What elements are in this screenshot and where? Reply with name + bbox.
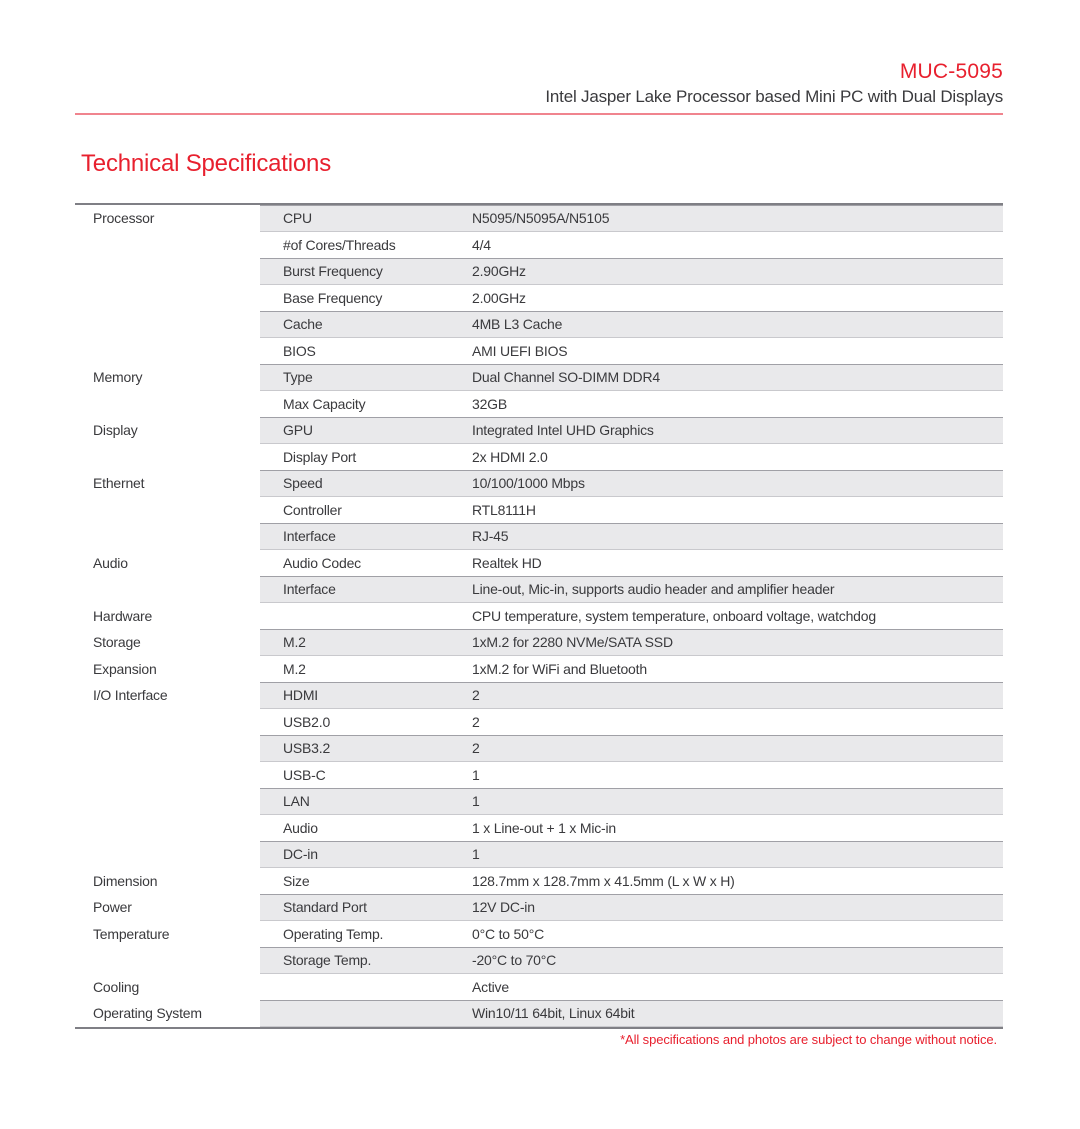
category-label — [75, 338, 260, 365]
spec-attribute: CPU — [283, 210, 312, 227]
spec-value: 10/100/1000 Mbps — [472, 475, 585, 492]
table-row — [75, 974, 1003, 1001]
category-label — [75, 391, 260, 418]
row-band — [260, 497, 1003, 524]
spec-attribute: Speed — [283, 475, 323, 492]
category-label — [75, 232, 260, 259]
spec-value: -20°C to 70°C — [472, 952, 557, 969]
row-band — [260, 470, 1003, 497]
spec-value: 12V DC-in — [472, 899, 535, 916]
row-band — [260, 311, 1003, 338]
page-title: Technical Specifications — [81, 150, 332, 177]
spec-attribute: Interface — [283, 581, 336, 598]
spec-table-body — [75, 205, 1003, 1027]
spec-attribute: USB-C — [283, 766, 326, 783]
spec-attribute — [260, 604, 472, 629]
disclaimer-note: *All specifications and photos are subject to change without notice. — [620, 1032, 997, 1047]
category-label — [75, 285, 260, 312]
table-row — [75, 762, 1003, 789]
row-band — [260, 921, 1003, 948]
spec-value: 1xM.2 for 2280 NVMe/SATA SSD — [472, 634, 673, 651]
table-row — [75, 311, 1003, 338]
category-label: Hardware — [75, 603, 260, 630]
spec-value: 2 — [472, 687, 480, 704]
spec-attribute: USB3.2 — [283, 740, 331, 757]
category-label: Processor — [75, 205, 260, 232]
row-band — [260, 762, 1003, 789]
row-band — [260, 868, 1003, 895]
table-row — [75, 338, 1003, 365]
spec-value: N5095/N5095A/N5105 — [472, 210, 610, 227]
spec-value: RTL8111H — [472, 501, 536, 518]
row-band — [260, 258, 1003, 285]
spec-attribute: HDMI — [283, 687, 318, 704]
row-band — [260, 629, 1003, 656]
row-band — [260, 815, 1003, 842]
document-header — [75, 60, 1003, 115]
table-row — [75, 841, 1003, 868]
table-row — [75, 232, 1003, 259]
row-band — [260, 391, 1003, 418]
spec-attribute: Operating Temp. — [283, 925, 384, 942]
spec-value: 1 — [472, 793, 480, 810]
spec-attribute: BIOS — [283, 342, 316, 359]
spec-value: 128.7mm x 128.7mm x 41.5mm (L x W x H) — [472, 872, 735, 889]
category-label — [75, 735, 260, 762]
category-label: Audio — [75, 550, 260, 577]
spec-value: Active — [472, 978, 509, 995]
row-band — [260, 232, 1003, 259]
spec-attribute: Display Port — [283, 448, 357, 465]
spec-attribute: Standard Port — [283, 899, 367, 916]
category-label — [75, 841, 260, 868]
table-row — [75, 576, 1003, 603]
category-label: Display — [75, 417, 260, 444]
category-label — [75, 709, 260, 736]
category-label — [75, 311, 260, 338]
row-band — [260, 974, 1003, 1001]
spec-value: 2.00GHz — [472, 289, 526, 306]
category-label — [75, 762, 260, 789]
table-row — [75, 656, 1003, 683]
category-label: Dimension — [75, 868, 260, 895]
spec-attribute: M.2 — [283, 660, 306, 677]
category-label: Expansion — [75, 656, 260, 683]
row-band — [260, 709, 1003, 736]
category-label: Memory — [75, 364, 260, 391]
category-label — [75, 788, 260, 815]
table-row — [75, 815, 1003, 842]
row-band — [260, 444, 1003, 471]
spec-attribute: Audio — [283, 819, 318, 836]
spec-value: 32GB — [472, 395, 507, 412]
row-band — [260, 656, 1003, 683]
row-band — [260, 841, 1003, 868]
category-label: Cooling — [75, 974, 260, 1001]
spec-value: 1 — [472, 846, 480, 863]
category-label — [75, 444, 260, 471]
spec-attribute: LAN — [283, 793, 310, 810]
spec-value: Integrated Intel UHD Graphics — [472, 422, 654, 439]
category-label — [75, 258, 260, 285]
category-label: I/O Interface — [75, 682, 260, 709]
row-band — [260, 576, 1003, 603]
row-band — [260, 894, 1003, 921]
spec-attribute: Controller — [283, 501, 342, 518]
table-row — [75, 735, 1003, 762]
row-band — [260, 682, 1003, 709]
spec-attribute: USB2.0 — [283, 713, 331, 730]
spec-value: 2.90GHz — [472, 263, 526, 280]
table-row — [75, 947, 1003, 974]
spec-attribute: Max Capacity — [283, 395, 366, 412]
table-row — [75, 391, 1003, 418]
table-row — [75, 258, 1003, 285]
table-row — [75, 205, 1003, 232]
category-label — [75, 947, 260, 974]
spec-attribute: Storage Temp. — [283, 952, 372, 969]
row-band — [260, 947, 1003, 974]
row-band — [260, 205, 1003, 232]
spec-attribute: GPU — [283, 422, 313, 439]
row-band — [260, 364, 1003, 391]
spec-value: 2 — [472, 713, 480, 730]
spec-value: CPU temperature, system temperature, onboard voltage, watchdog — [472, 607, 876, 624]
row-band — [260, 523, 1003, 550]
spec-attribute: Base Frequency — [283, 289, 383, 306]
table-row — [75, 868, 1003, 895]
table-row — [75, 629, 1003, 656]
spec-value: Win10/11 64bit, Linux 64bit — [472, 1005, 635, 1022]
category-label: Temperature — [75, 921, 260, 948]
product-model: MUC-5095 — [899, 60, 1003, 83]
table-row — [75, 523, 1003, 550]
row-band — [260, 285, 1003, 312]
table-row — [75, 921, 1003, 948]
table-row — [75, 788, 1003, 815]
category-label — [75, 523, 260, 550]
table-row — [75, 1000, 1003, 1027]
spec-attribute: #of Cores/Threads — [283, 236, 396, 253]
category-label: Operating System — [75, 1000, 260, 1027]
row-band — [260, 735, 1003, 762]
spec-attribute: Cache — [283, 316, 323, 333]
category-label: Storage — [75, 629, 260, 656]
spec-table — [75, 203, 1003, 1029]
spec-attribute: Audio Codec — [283, 554, 361, 571]
spec-attribute: M.2 — [283, 634, 306, 651]
category-label: Power — [75, 894, 260, 921]
spec-value: Dual Channel SO-DIMM DDR4 — [472, 369, 660, 386]
table-row — [75, 894, 1003, 921]
spec-value: 1 x Line-out + 1 x Mic-in — [472, 819, 617, 836]
spec-attribute — [260, 975, 472, 1000]
table-row — [75, 497, 1003, 524]
product-subtitle: Intel Jasper Lake Processor based Mini PC with Dual Displays — [545, 87, 1003, 106]
spec-value: AMI UEFI BIOS — [472, 342, 568, 359]
row-band — [260, 603, 1003, 630]
spec-value: 2 — [472, 740, 480, 757]
spec-value: Line-out, Mic-in, supports audio header and amplifier header — [472, 581, 835, 598]
table-row — [75, 417, 1003, 444]
table-row — [75, 470, 1003, 497]
spec-attribute — [260, 1001, 472, 1026]
spec-attribute: Size — [283, 872, 310, 889]
spec-value: 1xM.2 for WiFi and Bluetooth — [472, 660, 647, 677]
table-row — [75, 550, 1003, 577]
table-row — [75, 682, 1003, 709]
category-label — [75, 576, 260, 603]
table-row — [75, 364, 1003, 391]
spec-value: 2x HDMI 2.0 — [472, 448, 548, 465]
table-row — [75, 285, 1003, 312]
spec-value: RJ-45 — [472, 528, 509, 545]
spec-value: 4MB L3 Cache — [472, 316, 563, 333]
spec-attribute: Interface — [283, 528, 336, 545]
spec-value: 0°C to 50°C — [472, 925, 545, 942]
category-label: Ethernet — [75, 470, 260, 497]
spec-value: 1 — [472, 766, 480, 783]
table-row — [75, 709, 1003, 736]
table-row — [75, 603, 1003, 630]
spec-attribute: Type — [283, 369, 313, 386]
row-band — [260, 550, 1003, 577]
row-band — [260, 417, 1003, 444]
spec-value: Realtek HD — [472, 554, 542, 571]
row-band — [260, 788, 1003, 815]
spec-attribute: Burst Frequency — [283, 263, 383, 280]
row-band — [260, 1000, 1003, 1027]
spec-attribute: DC-in — [283, 846, 318, 863]
spec-value: 4/4 — [472, 236, 491, 253]
category-label — [75, 815, 260, 842]
category-label — [75, 497, 260, 524]
row-band — [260, 338, 1003, 365]
table-row — [75, 444, 1003, 471]
